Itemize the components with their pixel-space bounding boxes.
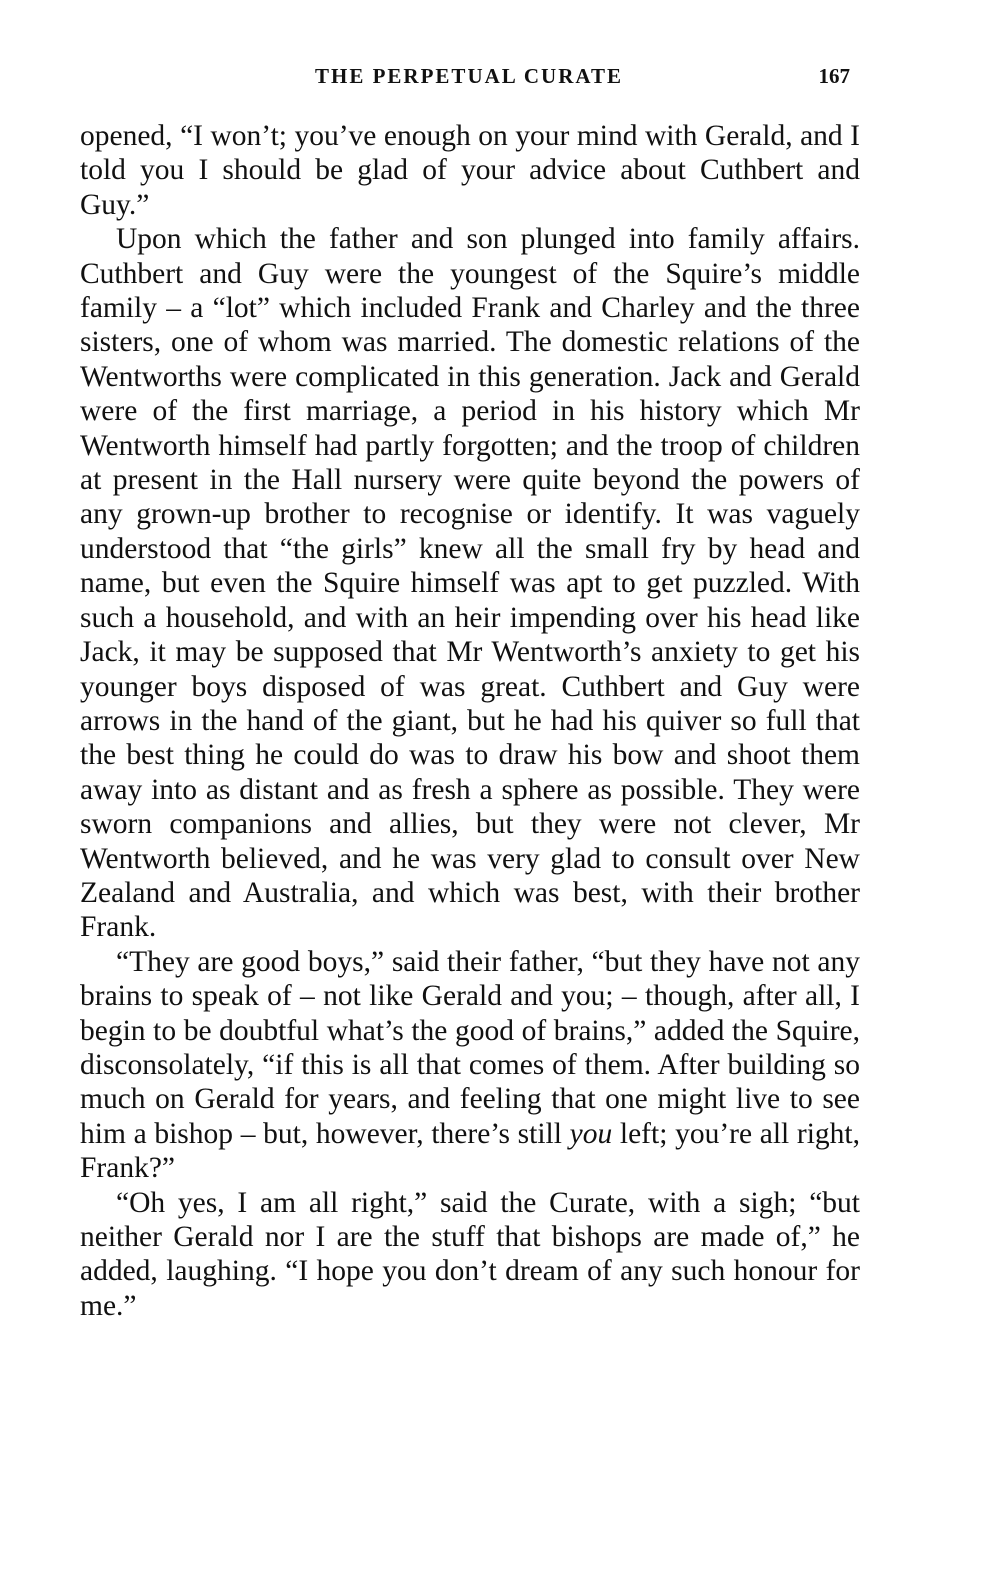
italic-emphasis: you — [569, 1117, 613, 1150]
running-title: THE PERPETUAL CURATE — [315, 64, 623, 88]
body-text — [80, 119, 860, 1323]
page-number: 167 — [818, 64, 850, 88]
running-head — [80, 64, 858, 96]
paragraph-2: Upon which the father and son plunged into family affairs. Cuthbert and Guy were the youngest of the Squire’s middle family – a “lot” which included Frank and Charley and the three sisters, one of whom was married. The domestic relations of the Wentworths were complicated in this generation. Jack and Gerald were of the first marriage, a period in his history which Mr Wentworth himself had partly forgotten; and the troop of children at present in the Hall nursery were quite beyond the powers of any grown-up brother to recognise or identify. It was vaguely understood that “the girls” knew all the small fry by head and name, but even the Squire himself was apt to get puzzled. With such a household, and with an heir impending over his head like Jack, it may be supposed that Mr Wentworth’s anxiety to get his younger boys disposed of was great. Cuthbert and Guy were arrows in the hand of the giant, but he had his quiver so full that the best thing he could do was to draw his bow and shoot them away into as distant and as fresh a sphere as possible. They were sworn companions and allies, but they were not clever, Mr Wentworth believed, and he was very glad to consult over New Zealand and Australia, and which was best, with their brother Frank. — [80, 223, 860, 944]
paragraph-4: “Oh yes, I am all right,” said the Curate, with a sigh; “but neither Gerald nor I are the stuff that bishops are made of,” he added, laughing. “I hope you don’t dream of any such honour for me.” — [80, 1186, 860, 1322]
paragraph-3 — [80, 945, 860, 1186]
paragraph-3-text-before: “They are good boys,” said their father, “but they have not any brains to speak of – not like Gerald and you; – though, after all, I begin to be doubtful what’s the good of brains,” added the Squire, disconsolately, “if this is all that comes of them. After building so much on Gerald for years, and feeling that one might live to see him a bishop – but, however, there’s still — [80, 945, 860, 1150]
paragraph-3-text-after: left; you’re all right, Frank?” — [80, 1117, 861, 1185]
paragraph-1: opened, “I won’t; you’ve enough on your mind with Gerald, and I told you I should be glad of your advice about Cuthbert and Guy.” — [80, 120, 860, 221]
